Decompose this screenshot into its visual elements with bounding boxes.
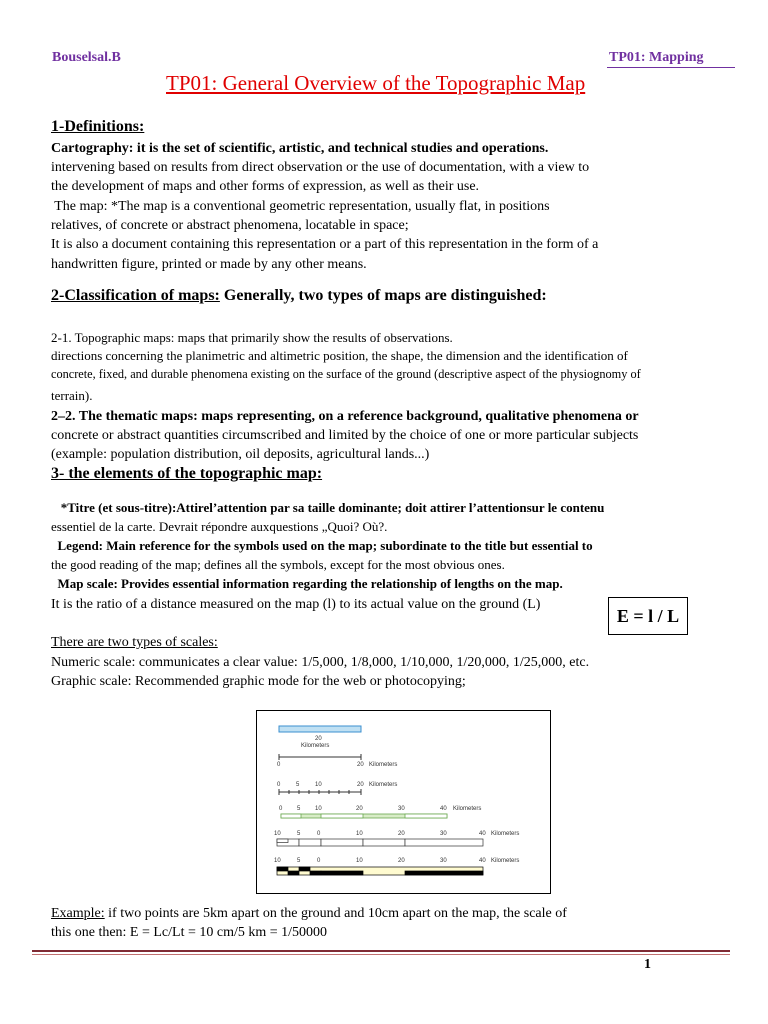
- scale-bar-3-tick-label: 5: [296, 782, 300, 788]
- classification-line: 2-1. Topographic maps: maps that primarily show the results of observations.: [51, 330, 453, 345]
- scale-bar-5-unit: Kilometers: [491, 831, 520, 837]
- element-line: the good reading of the map; defines all the symbols, except for the most obvious ones.: [51, 557, 505, 572]
- scale-bar-6-tick-label: 10: [356, 858, 363, 864]
- header-course: TP01: Mapping: [609, 50, 704, 65]
- scale-bar-3-tick-label: 0: [277, 782, 281, 788]
- scale-bar-4-tick-label: 10: [315, 806, 322, 812]
- scale-bar-4-tick-label: 30: [398, 806, 405, 812]
- scale-bar-1: [279, 726, 361, 732]
- scale-bar-3-tick-label: 10: [315, 782, 322, 788]
- element-line: Map scale: Provides essential information regarding the relationship of lengths on the map.: [51, 576, 563, 591]
- classification-line: directions concerning the planimetric and altimetric position, the shape, the dimension and the identification of: [51, 348, 628, 363]
- example-line-2: this one then: E = Lc/Lt = 10 cm/5 km = 1/50000: [51, 925, 328, 940]
- definition-line: It is also a document containing this representation or a part of this representation in the form of a: [51, 237, 599, 252]
- definition-line: intervening based on results from direct observation or the use of documentation, with a view to: [51, 160, 590, 175]
- scale-formula-box: E = l / L: [608, 597, 688, 635]
- scale-types-heading: There are two types of scales:: [51, 635, 218, 650]
- scale-bar-5-tick-label: 10: [356, 831, 363, 837]
- scale-bar-4-tick-label: 0: [279, 806, 283, 812]
- element-line: essentiel de la carte. Devrait répondre auxquestions „Quoi? Où?.: [51, 519, 388, 534]
- element-line: *Titre (et sous-titre):Attirel’attention par sa taille dominante; doit attirer l’attentionsur le contenu: [51, 500, 605, 515]
- scale-bar-3: [279, 789, 361, 795]
- scale-bar-3-tick-label: 20: [357, 782, 364, 788]
- example-text: if two points are 5km apart on the ground and 10cm apart on the map, the scale of: [104, 906, 567, 921]
- numeric-scale-line: Numeric scale: communicates a clear value: 1/5,000, 1/8,000, 1/10,000, 1/20,000, 1/25,000, etc.: [51, 655, 590, 670]
- scale-bar-6-tick-label: 20: [398, 858, 405, 864]
- page-number: 1: [644, 957, 651, 972]
- header-author: Bouselsal.B: [52, 50, 121, 65]
- scale-bar-1-value: 20: [315, 736, 322, 742]
- definition-line: handwritten figure, printed or made by any other means.: [51, 257, 367, 272]
- scale-bar-2-unit: Kilometers: [369, 762, 398, 768]
- scale-bar-3-unit: Kilometers: [369, 782, 398, 788]
- scale-bar-5: [277, 839, 483, 846]
- section2-heading-label: 2-Classification of maps:: [51, 287, 220, 304]
- scale-bar-2-end: 20: [357, 762, 364, 768]
- scale-bar-6-tick-label: 30: [440, 858, 447, 864]
- example-label: Example:: [51, 906, 105, 921]
- section1-heading: 1-Definitions:: [51, 118, 145, 135]
- scale-bar-6: [277, 867, 483, 875]
- footer-rule-thin: [32, 954, 730, 955]
- scale-bar-4: [281, 814, 447, 818]
- scale-bar-4-tick-label: 5: [297, 806, 301, 812]
- section2-heading: [51, 287, 547, 305]
- scale-bar-6-tick-label: 40: [479, 858, 486, 864]
- scale-bar-2: [279, 754, 361, 760]
- classification-line: (example: population distribution, oil deposits, agricultural lands...): [51, 447, 430, 462]
- element-line: It is the ratio of a distance measured on the map (l) to its actual value on the ground (L): [51, 597, 541, 612]
- scale-bars-figure: [256, 710, 551, 894]
- classification-line: concrete or abstract quantities circumscribed and limited by the choice of one or more particular subjects: [51, 428, 639, 443]
- scale-bar-5-tick-label: 10: [274, 831, 281, 837]
- scale-bar-6-tick-label: 5: [297, 858, 301, 864]
- classification-line: concrete, fixed, and durable phenomena existing on the surface of the ground (descriptive aspect of the physiognomy of: [51, 367, 641, 381]
- scale-bar-1-unit: Kilometers: [301, 743, 330, 749]
- definition-line: The map: *The map is a conventional geometric representation, usually flat, in positions: [51, 199, 550, 214]
- scale-bar-5-tick-label: 20: [398, 831, 405, 837]
- scale-bar-5-tick-label: 30: [440, 831, 447, 837]
- section2-heading-rest: Generally, two types of maps are distinguished:: [223, 287, 547, 304]
- classification-line: terrain).: [51, 388, 93, 403]
- definition-line: Cartography: it is the set of scientific, artistic, and technical studies and operations.: [51, 141, 549, 156]
- scale-bar-2-start: 0: [277, 762, 281, 768]
- scale-bar-5-tick-label: 40: [479, 831, 486, 837]
- scale-bar-6-unit: Kilometers: [491, 858, 520, 864]
- scale-bars-svg: [257, 711, 550, 893]
- definition-line: relatives, of concrete or abstract phenomena, locatable in space;: [51, 218, 409, 233]
- page-title: TP01: General Overview of the Topographic Map: [166, 71, 586, 95]
- classification-line: 2–2. The thematic maps: maps representing, on a reference background, qualitative phenomena or: [51, 409, 639, 424]
- scale-bar-5-tick-label: 5: [297, 831, 301, 837]
- scale-bar-5-tick-label: 0: [317, 831, 321, 837]
- scale-bar-4-tick-label: 40: [440, 806, 447, 812]
- scale-bar-6-tick-label: 0: [317, 858, 321, 864]
- scale-bar-6-tick-label: 10: [274, 858, 281, 864]
- example-line: [51, 904, 567, 923]
- scale-bar-4-tick-label: 20: [356, 806, 363, 812]
- header-rule: [607, 67, 735, 68]
- section3-heading: 3- the elements of the topographic map:: [51, 465, 323, 482]
- graphic-scale-line: Graphic scale: Recommended graphic mode for the web or photocopying;: [51, 674, 466, 689]
- footer-rule: [32, 950, 730, 952]
- scale-bar-4-unit: Kilometers: [453, 806, 482, 812]
- element-line: Legend: Main reference for the symbols used on the map; subordinate to the title but essential to: [51, 538, 593, 553]
- definition-line: the development of maps and other forms of expression, as well as their use.: [51, 179, 480, 194]
